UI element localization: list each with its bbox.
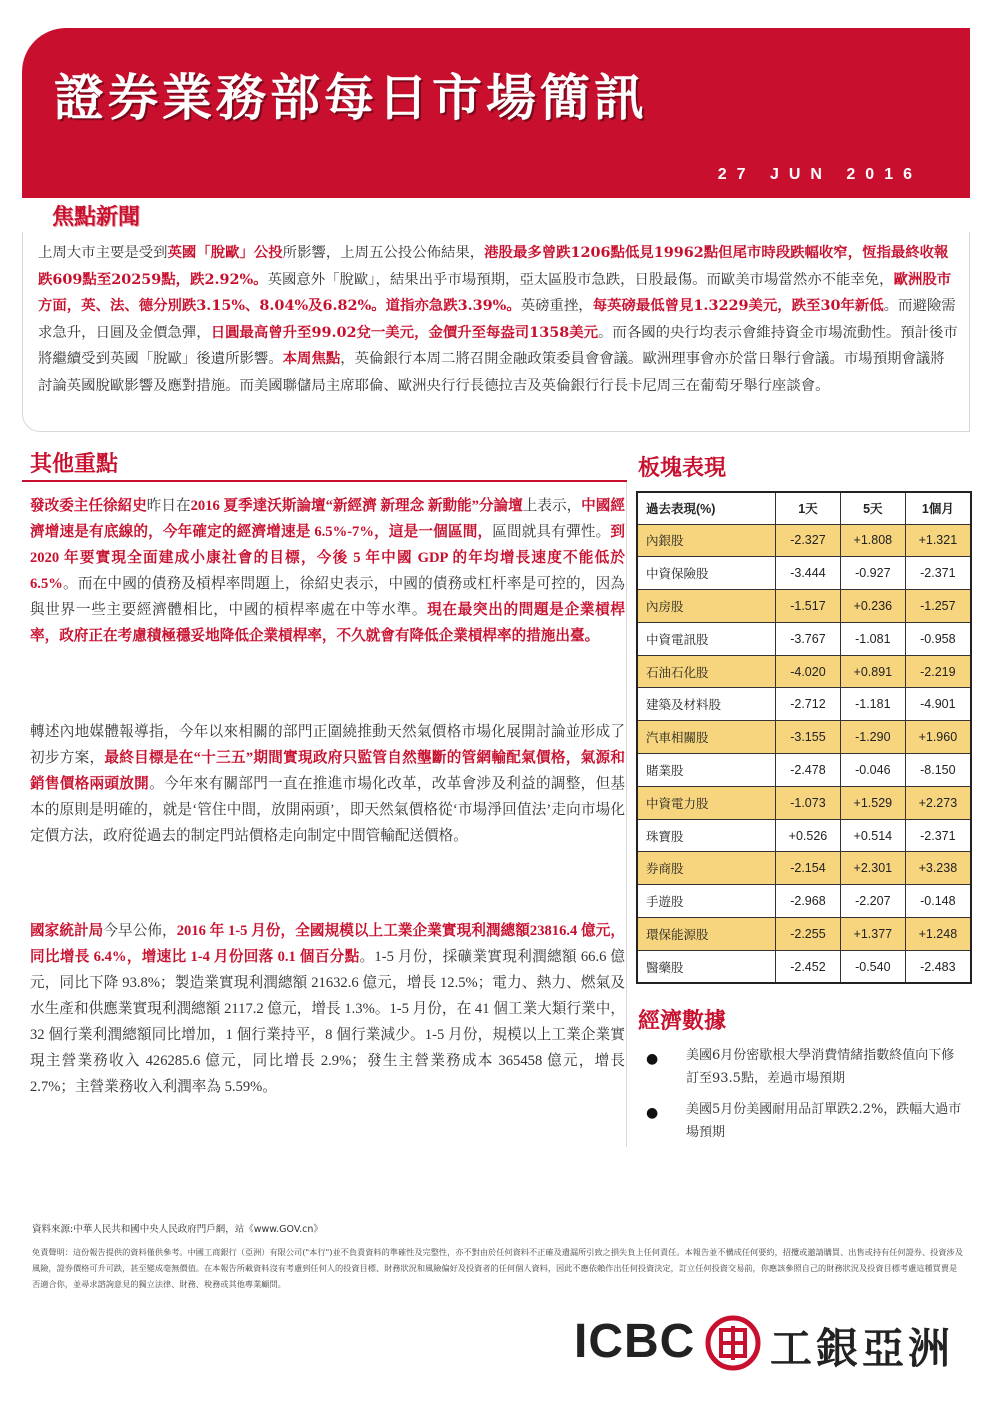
list-item [646,1044,966,1090]
sector-name-cell: 手遊股 [637,885,776,918]
five-day-cell: +2.301 [840,852,905,885]
sector-name-cell: 汽車相關股 [637,721,776,754]
five-day-cell: -1.290 [840,721,905,754]
body-text: 區間就具有彈性。 [492,524,611,540]
table-row [637,524,971,557]
economic-data-list [646,1044,966,1152]
one-month-cell: -0.148 [905,885,971,918]
body-text: 上周大市主要是受到 [38,245,168,261]
one-day-cell: -4.020 [776,655,841,688]
table-row [637,786,971,819]
sector-name-cell: 珠寶股 [637,819,776,852]
economic-item-text: 美國5月份美國耐用品訂單跌2.2%，跌幅大過市場預期 [686,1102,962,1140]
five-day-cell: +1.377 [840,918,905,951]
table-row [637,557,971,590]
table-row [637,721,971,754]
one-day-cell: -1.517 [776,590,841,623]
one-month-cell: +1.321 [905,524,971,557]
one-month-cell: -2.483 [905,950,971,983]
sector-name-cell: 石油石化股 [637,655,776,688]
one-day-cell: -2.255 [776,918,841,951]
five-day-cell: +1.808 [840,524,905,557]
table-header-row [637,492,971,524]
five-day-cell: -1.081 [840,622,905,655]
body-text: 所影響，上周五公投公佈結果， [282,245,485,261]
five-day-cell: -0.046 [840,754,905,787]
sector-name-cell: 中資電力股 [637,786,776,819]
focus-news-text [38,240,958,399]
one-day-cell: -2.968 [776,885,841,918]
table-row [637,819,971,852]
one-month-cell: -0.958 [905,622,971,655]
page-title: 證券業務部每日市場簡訊 [54,69,648,127]
sector-name-cell: 內房股 [637,590,776,623]
one-month-cell: +2.273 [905,786,971,819]
highlight-paragraph-3 [30,918,625,1100]
one-day-cell: -2.154 [776,852,841,885]
body-text: 。而避險需求急升，日圓及金價急彈， [38,298,956,341]
one-day-cell: -2.452 [776,950,841,983]
highlighted-text: 每英磅最低曾見1.3229美元，跌至30年新低 [592,297,884,314]
body-text: 昨日在 [146,498,191,514]
sector-name-cell: 賭業股 [637,754,776,787]
body-text: 今早公佈， [103,923,177,939]
five-day-cell: -2.207 [840,885,905,918]
body-text: ，英倫銀行本周二將召開金融政策委員會會議。歐洲理事會亦於當日舉行會議。市場預期會議將討論英國脫歐影響及應對措施。而美國聯儲局主席耶倫、歐洲央行行長德拉吉及英倫銀行行長卡尼周三在葡萄牙舉行座談會。 [38,351,945,394]
highlighted-text: 中國經濟增速是有底線的，今年確定的經濟增速是 6.5%-7%，這是一個區間， [30,498,625,540]
one-month-cell: +1.960 [905,721,971,754]
one-month-cell: -2.219 [905,655,971,688]
table-row [637,852,971,885]
body-text: 上表示， [522,498,582,514]
sector-name-cell: 內銀股 [637,524,776,557]
sector-name-cell: 環保能源股 [637,918,776,951]
highlighted-text: 英國「脫歐」公投 [167,244,283,261]
highlighted-text: 到 2020 年要實現全面建成小康社會的目標，今後 5 年中國 GDP 的年均增長速度不能低於 6.5% [30,524,625,592]
one-month-cell: +3.238 [905,852,971,885]
highlighted-text: 港股最多曾跌1206點低見19962點但尾市時段跌幅收窄，恆指最終收報跌609點至20259點，跌2.92%。 [38,244,949,288]
five-day-cell: +1.529 [840,786,905,819]
body-text: 英國意外「脫歐」，結果出乎市場預期，亞太區股市急跌，日股最傷。而歐美市場當然亦不能幸免， [267,271,894,288]
five-day-cell: -1.181 [840,688,905,721]
table-row [637,590,971,623]
highlighted-text: 現在最突出的問題是企業槓桿率，政府正在考慮積極穩妥地降低企業槓桿率，不久就會有降低企業槓桿率的措施出臺。 [30,602,625,644]
sector-name-cell: 中資保險股 [637,557,776,590]
highlighted-text: 歐洲股市方面，英、法、德分別跌3.15%、8.04%及6.82%。道指亦急跌3.39%。 [38,270,952,314]
body-text: 。而在中國的債務及槓桿率問題上，徐紹史表示，中國的債務或杠杆率是可控的，因為與世界一些主要經濟體相比，中國的槓桿率處在中等水準。 [30,576,625,618]
report-date: 27 JUN 2016 [717,166,922,183]
body-text: 轉述內地媒體報導指，今年以來相關的部門正圍繞推動天然氣價格市場化展開討論並形成了初步方案， [30,724,625,766]
five-day-cell: -0.540 [840,950,905,983]
highlighted-text: 最終目標是在“十三五”期間實現政府只監管自然壟斷的管網輸配氣價格，氣源和銷售價格兩頭放開 [30,750,625,792]
body-text: 。今年來有關部門一直在推進市場化改革，改革會涉及利益的調整，但基本的原則是明確的，就是‘管住中間，放開兩頭’，即天然氣價格從‘市場淨回值法’走向市場化定價方法，政府從過去的制定門站價格走向制定中間管輸配送價格。 [30,776,625,844]
one-day-cell: -2.327 [776,524,841,557]
one-day-cell: -2.712 [776,688,841,721]
body-text: 。1-5 月份，採礦業實現利潤總額 66.6 億元，同比下降 93.8%；製造業實現利潤總額 21632.6 億元，增長 12.5%；電力、熱力、燃氣及水生產和供應業實現利潤總額 2117.2 億元，增長 1.3%。1-5 月份，在 41 個工業大類行業中，32 個行業利潤總額同比增加，1 個行業持平，8 個行業減少。1-5 月份，規模以上工業企業實現主營業務收入 426285.6 億元，同比增長 2.9%；發生主營業務成本 365458 億元，增長 2.7%；主營業務收入利潤率為 5.59%。 [30,949,625,1095]
table-row [637,950,971,983]
one-day-cell: -2.478 [776,754,841,787]
sector-name-cell: 建築及材料股 [637,688,776,721]
highlighted-text: 本周焦點 [282,350,341,367]
data-source: 資料來源:中華人民共和國中央人民政府門戶網，站《www.GOV.cn》 [32,1224,323,1235]
table-row [637,622,971,655]
bullet-icon: ● [646,1051,659,1067]
one-month-cell: -8.150 [905,754,971,787]
one-month-cell: -1.257 [905,590,971,623]
logo-text-cn: 工銀亞洲 [770,1324,955,1373]
one-month-cell: -4.901 [905,688,971,721]
one-month-cell: -2.371 [905,557,971,590]
sector-name-cell: 券商股 [637,852,776,885]
one-day-cell: -3.155 [776,721,841,754]
highlighted-text: 日圓最高曾升至99.02兌一美元，金價升至每盎司1358美元 [210,323,599,341]
highlight-paragraph-1 [30,493,625,649]
five-day-cell: -0.927 [840,557,905,590]
other-highlights-heading: 其他重點 [30,452,119,477]
col-header-1d: 1天 [776,492,841,524]
one-month-cell: +1.248 [905,918,971,951]
one-day-cell: -1.073 [776,786,841,819]
header-banner [22,28,970,198]
logo-text-en: ICBC [574,1315,696,1368]
sector-name-cell: 醫藥股 [637,950,776,983]
highlighted-text: 2016 夏季達沃斯論壇“新經濟 新理念 新動能”分論壇 [190,498,523,514]
table-row [637,754,971,787]
list-item [646,1098,966,1144]
sector-performance-heading: 板塊表現 [638,456,727,481]
disclaimer: 免責聲明：這份報告提供的資料僅供參考。中國工商銀行（亞洲）有限公司("本行")並不負責資料的準確性及完整性，亦不對由於任何資料不正確及遺漏所引致之損失負上任何責任。本報告並不構成任何要約，招攬或邀請購買、出售或持有任何證券、投資涉及風險，證券價格可升可跌，甚至變成毫無價值。在本報告所載資料沒有考慮到任何人的投資目標、財務狀況和風險偏好及投資者的任何個人資料，因此不應依賴作出任何投資決定，訂立任何投資交易前，你應該參照自己的財務狀況及投資目標考慮這種買賣是否適合你，並尋求諮詢意見的獨立法律、財務、稅務或其他專業顧問。 [32,1247,963,1289]
sector-name-cell: 中資電訊股 [637,622,776,655]
table-row [637,688,971,721]
highlighted-text: 國家統計局 [30,923,104,939]
one-month-cell: -2.371 [905,819,971,852]
table-row [637,885,971,918]
body-text: 。而各國的央行均表示會維持資金市場流動性。預計後市將繼續受到英國「脫歐」後遺所影響。 [38,324,958,367]
icbc-seal-icon [705,1315,761,1371]
col-header-1m: 1個月 [905,492,971,524]
highlight-paragraph-2 [30,719,625,849]
five-day-cell: +0.236 [840,590,905,623]
focus-news-heading: 焦點新聞 [52,205,141,230]
body-text: 英磅重挫， [520,298,593,314]
five-day-cell: +0.891 [840,655,905,688]
one-day-cell: -3.767 [776,622,841,655]
col-header-5d: 5天 [840,492,905,524]
one-day-cell: +0.526 [776,819,841,852]
col-header-period: 過去表現(%) [637,492,776,524]
table-row [637,655,971,688]
highlighted-text: 發改委主任徐紹史 [30,498,147,514]
bullet-icon: ● [646,1105,659,1121]
table-row [637,918,971,951]
five-day-cell: +0.514 [840,819,905,852]
economic-data-heading: 經濟數據 [638,1009,727,1034]
highlighted-text: 2016 年 1-5 月份，全國規模以上工業企業實現利潤總額23816.4 億元，同比增長 6.4%，增速比 1-4 月份回落 0.1 個百分點 [30,923,625,965]
economic-item-text: 美國6月份密歇根大學消費情緒指數終值向下修訂至93.5點，差過市場預期 [686,1048,955,1086]
sector-performance-table [636,491,972,984]
one-day-cell: -3.444 [776,557,841,590]
icbc-logo [574,1312,964,1372]
